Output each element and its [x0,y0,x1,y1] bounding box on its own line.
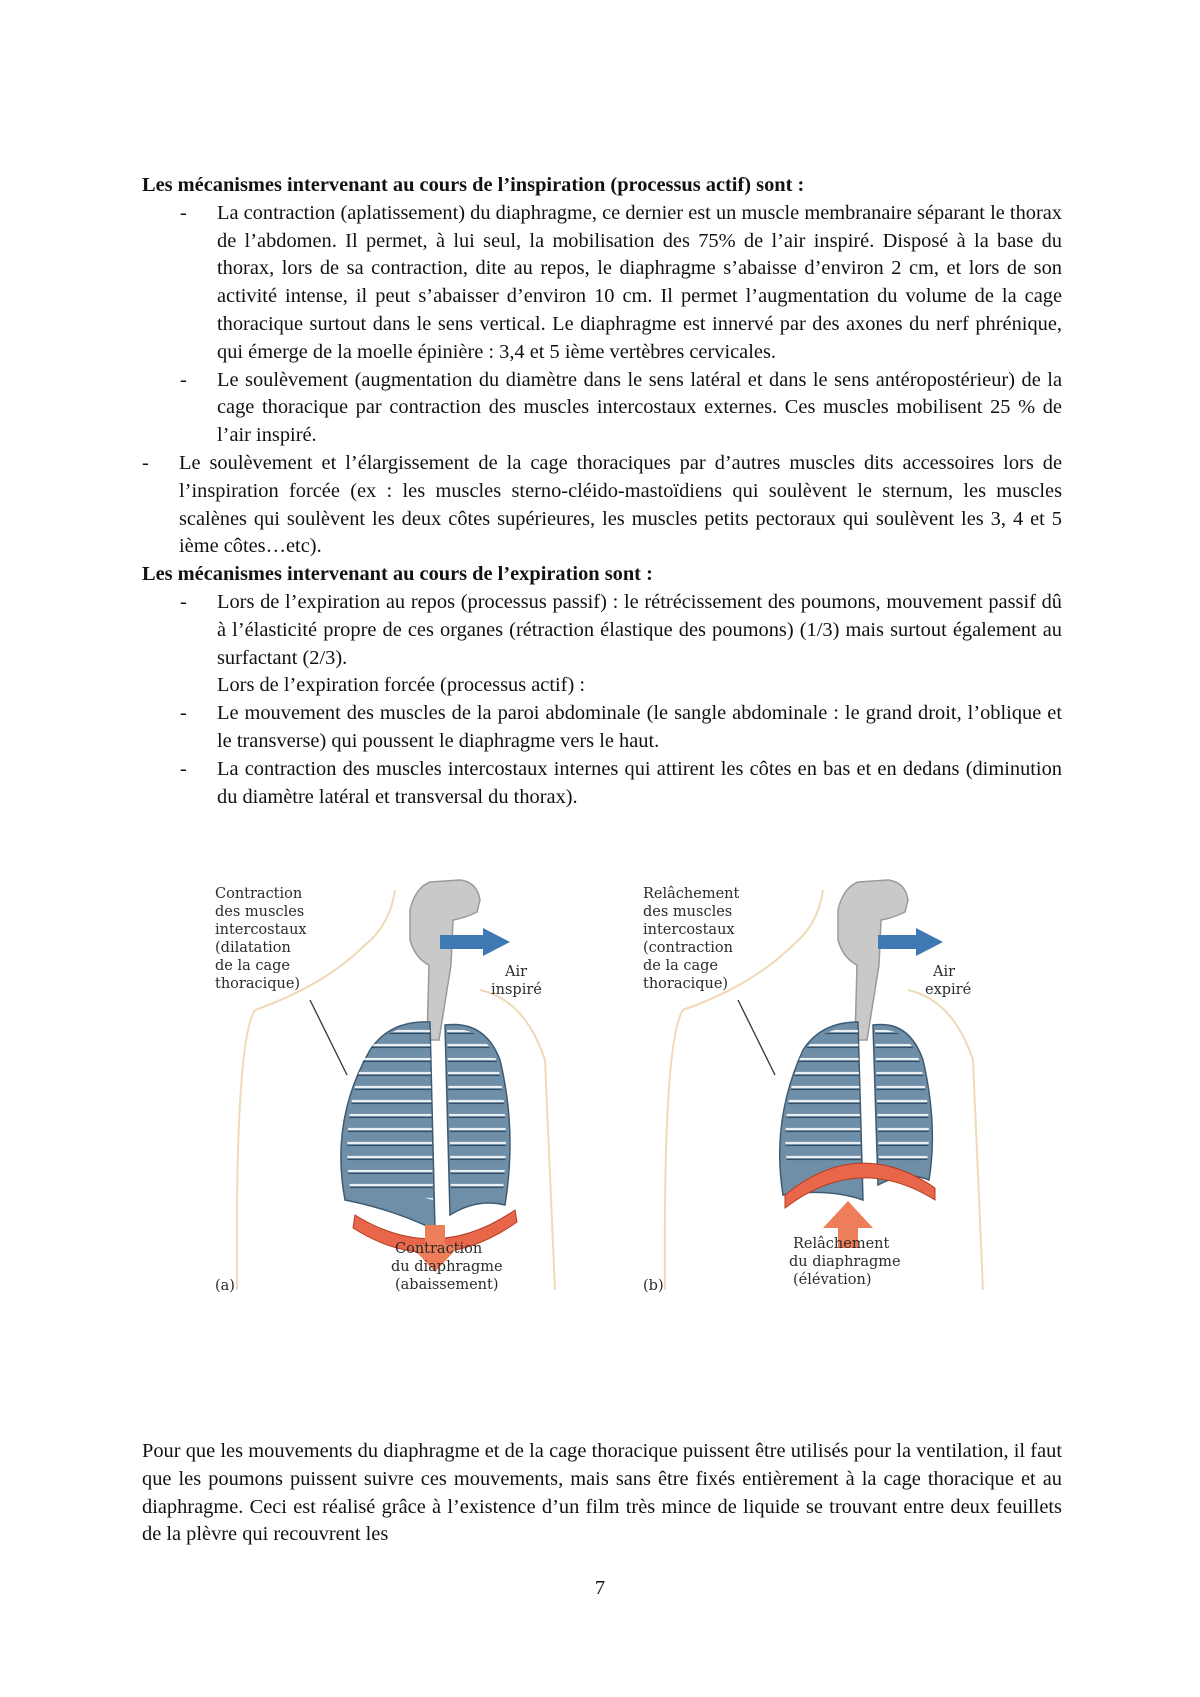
list-item [142,589,1062,672]
air-expired-arrow [878,928,943,956]
list-item [142,200,1062,367]
label-line: thoracique) [215,976,301,992]
label-line: inspiré [491,982,542,998]
list-item-text: Le mouvement des muscles de la paroi abdominale (le sangle abdominale : le grand droit, l’oblique et le transverse) qui poussent le diaphragme vers le haut. [217,702,1062,752]
label-line: (élévation) [793,1272,872,1288]
label-line: (contraction [643,940,733,956]
rib-cage-b [785,1027,929,1170]
label-line: des muscles [643,904,733,920]
dash-marker: - [180,590,187,613]
list-item [142,450,1062,561]
expiration-list [142,589,1062,672]
list-item-text: Lors de l’expiration au repos (processus passif) : le rétrécissement des poumons, mouvement passif dû à l’élasticité propre de ces organes (rétraction élastique des poumons) (1/3) mais surtout également au surfactant (2/3). [217,590,1062,669]
inspiration-heading: Les mécanismes intervenant au cours de l’inspiration (processus actif) sont : [142,174,805,196]
label-line: du diaphragme [391,1259,503,1275]
list-item-text: Le soulèvement (augmentation du diamètre dans le sens latéral et dans le sens antéropostérieur) de la cage thoracique par contraction des muscles intercostaux externes. Ces muscles mobilisent 25 % de l’air inspiré. [217,368,1062,447]
label-line: de la cage [643,958,718,974]
label-line: (abaissement) [395,1277,499,1293]
list-item-text: Le soulèvement et l’élargissement de la cage thoraciques par d’autres muscles dits accessoires lors de l’inspiration forcée (ex : les muscles sterno-cléido-mastoïdiens qui soulèvent le sternum, les muscles scalènes qui soulèvent les deux côtes supérieures, les muscles petits pectoraux qui soulèvent les 3, 4 et 5 ième côtes…etc). [179,451,1062,558]
rib-cage-a [347,1025,506,1200]
forced-expiration-intro: Lors de l’expiration forcée (processus actif) : [217,674,586,697]
dash-marker: - [180,201,187,224]
label-line: du diaphragme [789,1254,901,1270]
diaphragm-label-a [391,1241,507,1293]
air-expired-label [925,964,971,998]
intercostal-pointer-a [310,1000,347,1075]
label-line: Contraction [395,1241,483,1257]
air-inspired-label [491,964,542,998]
airway-b [838,880,908,1040]
list-item [142,700,1062,756]
label-line: Relâchement [643,886,740,902]
panel-a [215,880,555,1294]
list-item [142,756,1062,812]
dash-marker: - [180,702,187,725]
pleura-paragraph: Pour que les mouvements du diaphragme et de la cage thoracique puissent être utilisés pour la ventilation, il faut que les poumons puissent suivre ces mouvements, mais sans être fixés entièrement à la cage thoracique et au diaphragme. Ceci est réalisé grâce à l’existence d’un film très mince de liquide se trouvant entre deux feuillets de la plèvre qui recouvrent les [142,1440,1062,1546]
forced-expiration-list [142,700,1062,811]
main-text [142,172,1062,811]
list-item-text: La contraction (aplatissement) du diaphragme, ce dernier est un muscle membranaire séparant le thorax de l’abdomen. Il permet, à lui seul, la mobilisation des 75% de l’air inspiré. Disposé à la base du thorax, lors de sa contraction, dite au repos, le diaphragme s’abaisse d’environ 2 cm, et lors de son activité intense, il peut s’abaisser d’environ 10 cm. Il permet l’augmentation du volume de la cage thoracique surtout dans le sens vertical. Le diaphragme est innervé par des axones du nerf phrénique, qui émerge de la moelle épinière : 3,4 et 5 ième vertèbres cervicales. [217,201,1062,363]
label-line: Air [505,964,528,980]
panel-b [643,880,983,1294]
page-number: 7 [594,1577,606,1599]
diaphragm-label-b [789,1236,905,1288]
intercostal-pointer-b [738,1000,775,1075]
label-line: Relâchement [793,1236,890,1252]
inspiration-list [142,200,1062,450]
airway-a [410,880,480,1040]
label-line: expiré [925,982,972,998]
breathing-mechanics-figure [215,870,990,1305]
label-line: Air [933,964,956,980]
list-item-text: La contraction des muscles intercostaux internes qui attirent les côtes en bas et en dedans (diminution du diamètre latéral et transversal du thorax). [217,757,1062,808]
label-line: thoracique) [643,976,729,992]
intercostal-label-a [215,886,311,992]
label-line: intercostaux [643,922,735,938]
panel-label-b: (b) [643,1278,664,1294]
label-line: de la cage [215,958,290,974]
figure-svg [215,870,990,1305]
dash-marker: - [142,451,149,474]
list-item [142,367,1062,450]
dash-marker: - [180,368,187,391]
dash-marker: - [180,757,187,780]
expiration-heading: Les mécanismes intervenant au cours de l’expiration sont : [142,563,653,586]
intercostal-label-b [643,886,744,992]
panel-label-a: (a) [215,1278,235,1294]
accessory-muscles-list [142,450,1062,561]
label-line: Contraction [215,886,303,902]
label-line: (dilatation [215,940,291,956]
label-line: des muscles [215,904,305,920]
label-line: intercostaux [215,922,307,938]
